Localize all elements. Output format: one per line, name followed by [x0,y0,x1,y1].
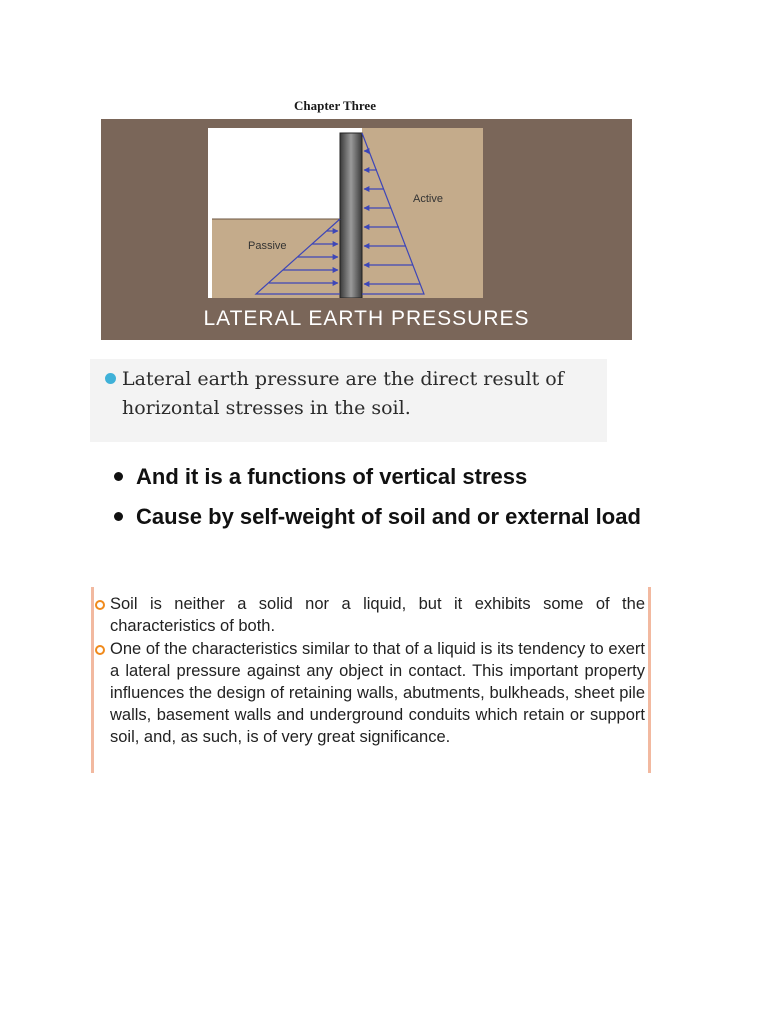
list-item [95,638,645,748]
chapter-heading: Chapter Three [294,98,376,113]
earth-pressure-svg [208,128,483,298]
bullet-dot-icon [105,373,116,384]
earth-pressure-diagram [208,128,483,298]
title-banner [101,119,632,340]
bullet-icon [114,472,123,481]
list-item-text: And it is a functions of vertical stress [136,464,528,489]
list-item-text: Cause by self-weight of soil and or external load [136,504,641,529]
soil-characteristics-slide [91,587,651,773]
passive-label: Passive [248,240,287,252]
banner-title: LATERAL EARTH PRESSURES [203,307,530,330]
slide-left-border [91,587,94,773]
list-item-text: Soil is neither a solid nor a liquid, but it exhibits some of the characteristics of both. [110,595,645,635]
circle-bullet-icon [95,645,105,655]
definition-text: Lateral earth pressure are the direct result of horizontal stresses in the soil. [122,368,564,419]
bullet-icon [114,512,123,521]
list-item [95,593,645,637]
active-soil [362,128,483,298]
list-item-text: One of the characteristics similar to that of a liquid is its tendency to exert a lateral pressure against any object in contact. This important property influences the design of retaining walls, abutments, bulkheads, sheet pile walls, basement walls and underground conduits which retain or support soil, and, as such, is of very great significance. [110,640,645,746]
list-item [114,457,674,497]
list-item [114,497,674,537]
key-points-list [114,457,674,537]
circle-bullet-icon [95,600,105,610]
passive-soil [212,219,340,298]
active-label: Active [413,193,443,205]
retaining-wall [340,133,362,298]
definition-slide [90,359,607,442]
slide-right-border [648,587,651,773]
